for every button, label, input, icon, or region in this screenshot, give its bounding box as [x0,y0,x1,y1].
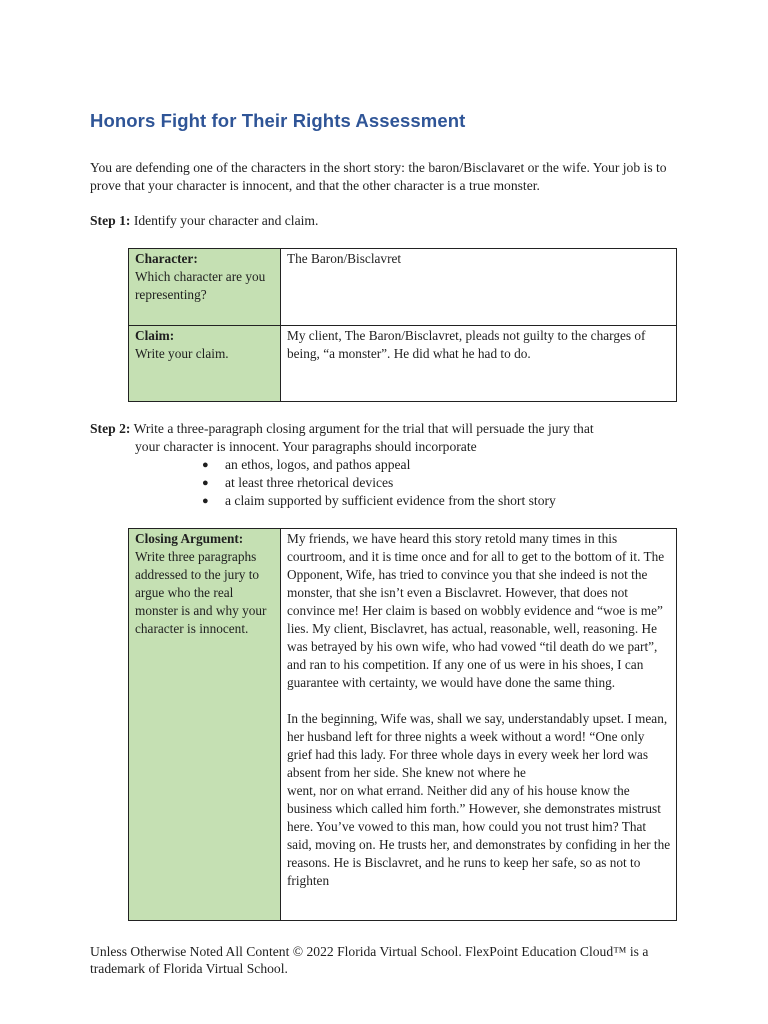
bullet-icon: ● [202,477,209,489]
table-row [129,326,677,402]
step-1-label: Step 1: [90,213,131,228]
argument-paragraph-2-part-1: In the beginning, Wife was, shall we say, understandably upset. I mean, her husband left for three nights a week without a word! “One only grief had this lady. For three whole days in every week her lord was absent from her side. She knew not where he [287,711,668,780]
character-label: Character: [135,251,198,266]
claim-label-cell [129,326,281,402]
bullet-icon: ● [202,495,209,507]
closing-argument-text [287,530,672,920]
character-answer-cell[interactable] [281,249,677,326]
claim-prompt: Write your claim. [135,346,229,361]
closing-argument-label: Closing Argument: [135,531,244,546]
table-row [129,249,677,326]
step-2-instruction [90,420,690,510]
step-2-text-line2: your character is innocent. Your paragraphs should incorporate [135,439,477,454]
intro-paragraph: You are defending one of the characters in the short story: the baron/Bisclavaret or the wife. Your job is to prove that your character is innocent, and that the other character is a true monster. [90,160,667,193]
copyright-footer: Unless Otherwise Noted All Content © 2022 Florida Virtual School. FlexPoint Education Cloud™ is a trademark of Florida Virtual School. [90,944,649,976]
character-answer: The Baron/Bisclavret [287,251,402,266]
step-1-text: Identify your character and claim. [133,213,319,228]
closing-argument-table [128,528,677,921]
step-2-text-line1: Write a three-paragraph closing argument for the trial that will persuade the jury that [133,421,594,436]
character-label-cell [129,249,281,326]
closing-argument-answer-cell[interactable] [281,529,677,921]
claim-answer: My client, The Baron/Bisclavret, pleads not guilty to the charges of being, “a monster”. He did what he had to do. [287,328,646,361]
page-title: Honors Fight for Their Rights Assessment [90,110,466,131]
argument-paragraph-1: My friends, we have heard this story retold many times in this courtroom, and it is time once and for all to get to the bottom of it. The Opponent, Wife, has tried to convince you that she indeed is not the monster, that she isn’t even a Bisclavret. However, that does not convince me! Her claim is based on wobbly evidence and “woe is me” lies. My client, Bisclavret, has actual, reasonable, well, reasoning. He was betrayed by his own wife, who had vowed “til death do we part”, and ran to his competition. If any one of us were in his shoes, I can guarantee with certainty, we would have done the same thing. [287,531,665,690]
list-item: ● an ethos, logos, and pathos appeal [202,457,411,472]
closing-argument-prompt: Write three paragraphs addressed to the jury to argue who the real monster is and why your character is innocent. [135,549,267,636]
closing-argument-label-cell [129,529,281,921]
claim-answer-cell[interactable] [281,326,677,402]
argument-paragraph-2-part-2: went, nor on what errand. Neither did any of his house know the business which called him forth.” However, she demonstrates mistrust here. You’ve vowed to this man, how could you not trust him? That said, moving on. He trusts her, and demonstrates by confiding in her the reasons. He is Bisclavret, and he runs to keep her safe, so as not to frighten [287,783,671,888]
table-row [129,529,677,921]
list-item: ● at least three rhetorical devices [202,475,394,490]
list-item: ● a claim supported by sufficient evidence from the short story [202,493,556,508]
requirements-list [90,456,690,510]
step-1-instruction [90,212,318,230]
character-prompt: Which character are you representing? [135,269,266,302]
bullet-icon: ● [202,459,209,471]
claim-label: Claim: [135,328,175,343]
step-2-label: Step 2: [90,421,131,436]
character-claim-table [128,248,677,402]
